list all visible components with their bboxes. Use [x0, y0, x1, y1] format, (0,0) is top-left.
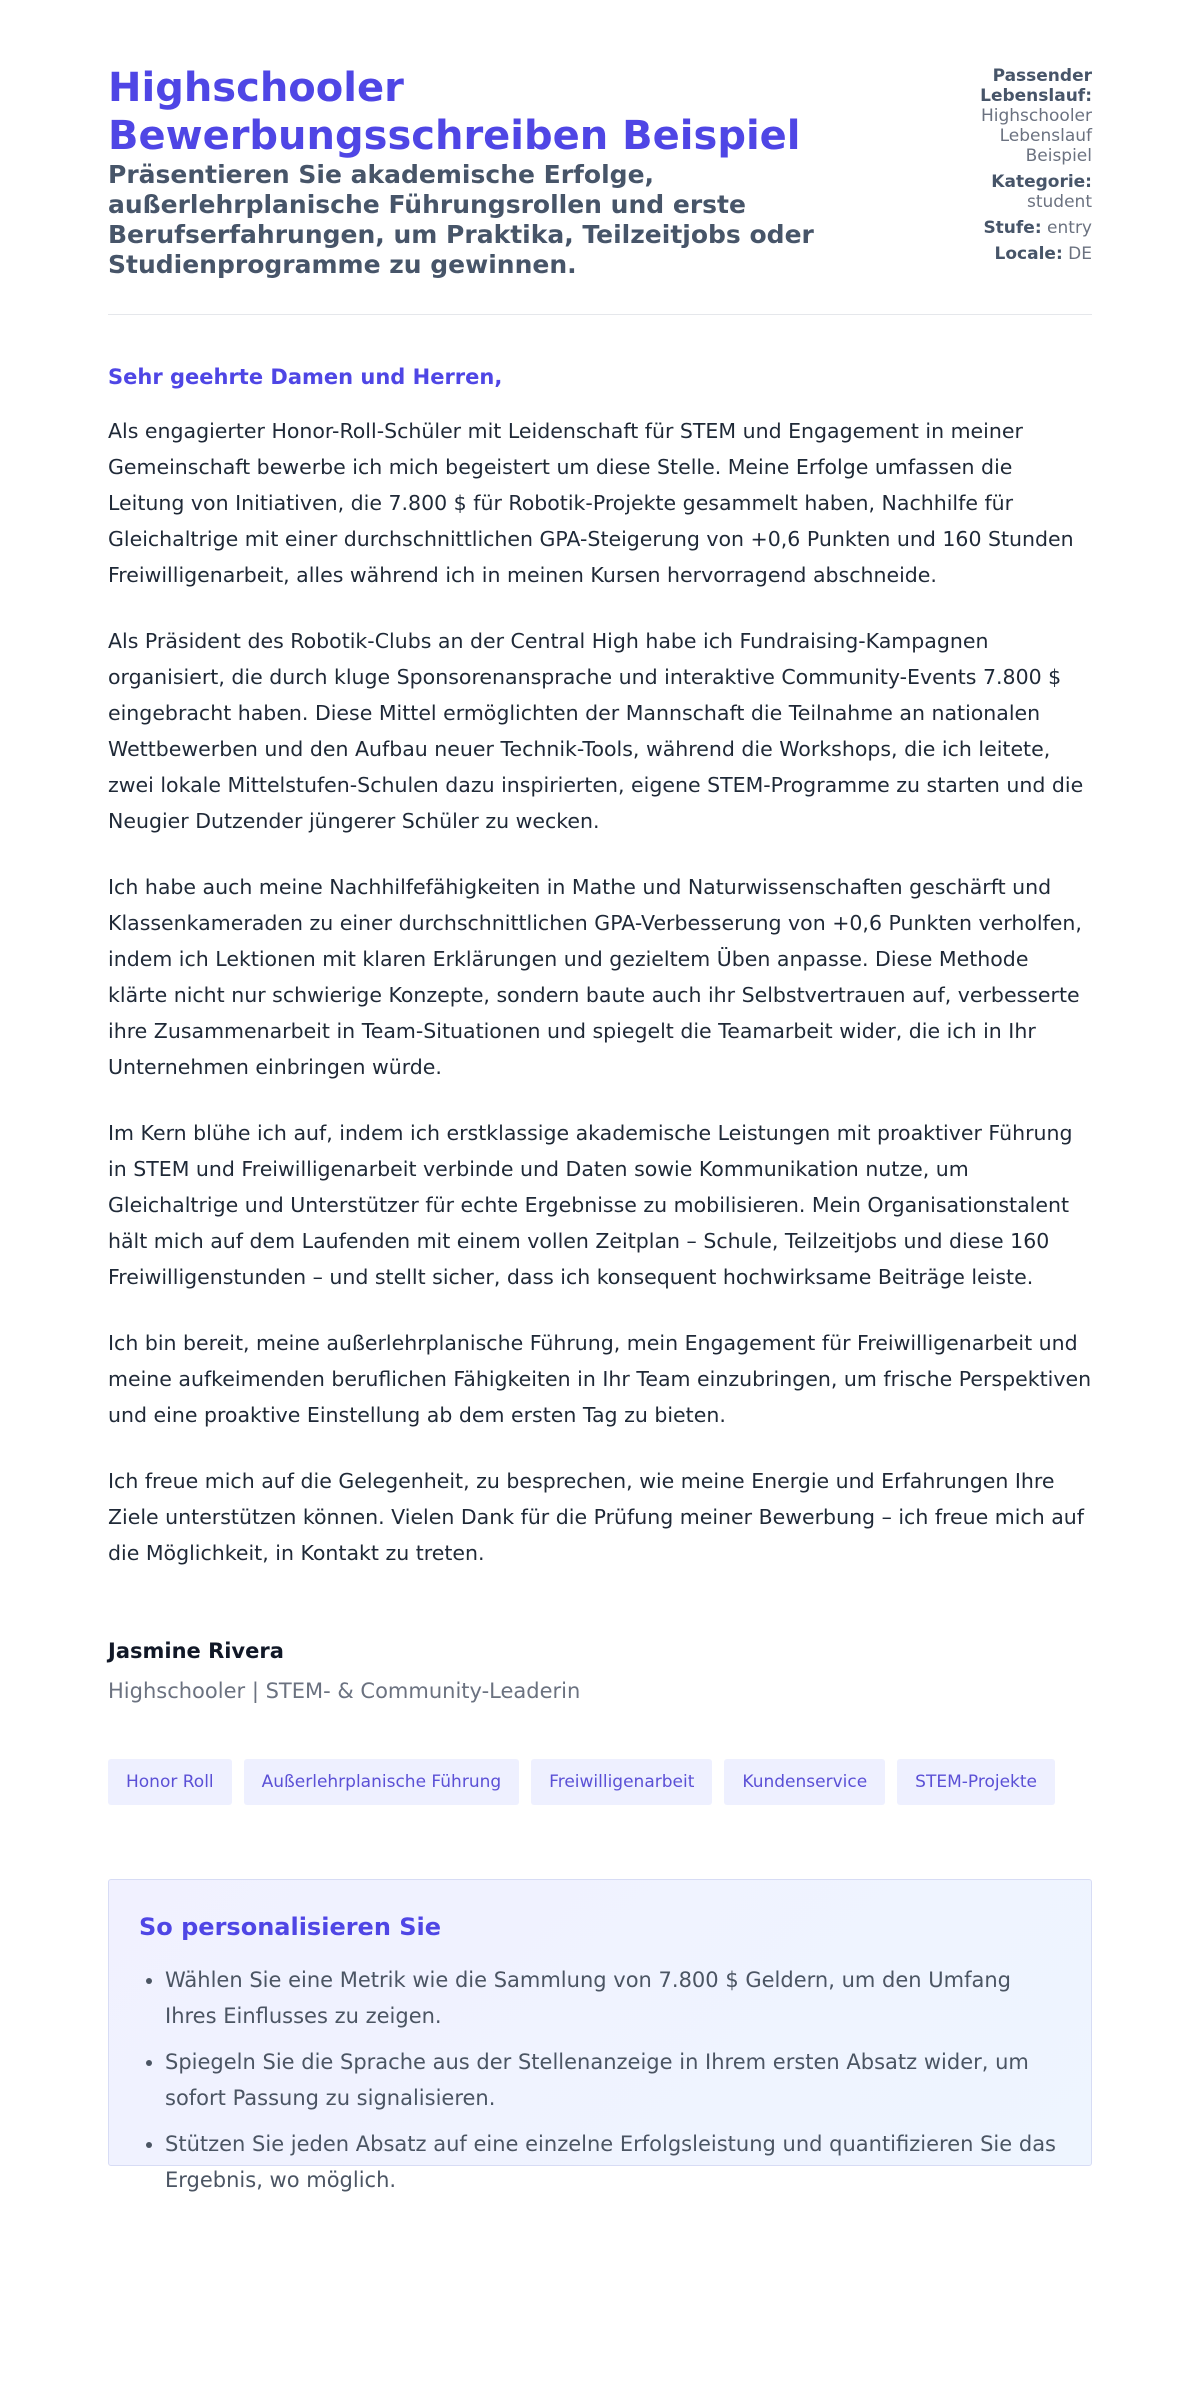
tip-item: • Spiegeln Sie die Sprache aus der Stellenanzeige in Ihrem ersten Absatz wider, um sofort Passung zu signalisieren. [165, 2044, 1061, 2116]
letter-paragraph: Im Kern blühe ich auf, indem ich erstklassige akademische Leistungen mit proaktiver Führung in STEM und Freiwilligenarbeit verbinde und Daten sowie Kommunikation nutze, um Gleichaltrige und Unterstützer für echte Ergebnisse zu mobilisieren. Mein Organisationstalent hält mich auf dem Laufenden mit einem vollen Zeitplan – Schule, Teilzeitjobs und diese 160 Freiwilligenstunden – und stellt sicher, dass ich konsequent hochwirksame Beiträge leiste. [108, 1121, 1073, 1289]
tag-customer-service[interactable]: Kundenservice [724, 1759, 885, 1805]
meta-panel [932, 66, 1092, 270]
meta-level-label: Stufe: [983, 218, 1042, 238]
letter-greeting: Sehr geehrte Damen und Herren, [108, 365, 503, 389]
letter-paragraph: Ich freue mich auf die Gelegenheit, zu besprechen, wie meine Energie und Erfahrungen Ihre Ziele unterstützen können. Vielen Dank für die Prüfung meiner Bewerbung – ich freue mich auf die Möglichkeit, in Kontakt zu treten. [108, 1469, 1084, 1565]
meta-locale-label: Locale: [994, 244, 1063, 264]
meta-category-value: student [1027, 192, 1092, 212]
tag-stem-projects[interactable]: STEM-Projekte [897, 1759, 1055, 1805]
tips-title: So personalisieren Sie [139, 1913, 442, 1941]
meta-resume-link[interactable]: Highschooler Lebenslauf Beispiel [980, 106, 1092, 166]
meta-locale [932, 244, 1092, 264]
meta-level [932, 218, 1092, 238]
letter-paragraph: Als engagierter Honor-Roll-Schüler mit Leidenschaft für STEM und Engagement in meiner Gemeinschaft bewerbe ich mich begeistert um diese Stelle. Meine Erfolge umfassen die Leitung von Initiativen, die 7.800 $ für Robotik-Projekte gesammelt haben, Nachhilfe für Gleichaltrige mit einer durchschnittlichen GPA-Steigerung von +0,6 Punkten und 160 Stunden Freiwilligenarbeit, alles während ich in meinen Kursen hervorragend abschneide. [108, 419, 1074, 587]
letter-body [108, 363, 1092, 1705]
cover-letter-page [108, 64, 1092, 2192]
meta-level-value: entry [1047, 218, 1092, 238]
meta-resume-label: Passender Lebenslauf: [980, 66, 1092, 106]
meta-locale-value: DE [1068, 244, 1092, 264]
page-subtitle: Präsentieren Sie akademische Erfolge, außerlehrplanische Führungsrollen und erste Berufserfahrungen, um Praktika, Teilzeitjobs oder Studienprogramme zu gewinnen. [108, 160, 814, 279]
page-header [108, 64, 1092, 315]
tip-item: • Wählen Sie eine Metrik wie die Sammlung von 7.800 $ Geldern, um den Umfang Ihres Einflusses zu zeigen. [165, 1962, 1061, 2034]
signer-role: Highschooler | STEM- & Community-Leaderin [108, 1679, 581, 1703]
letter-paragraph: Ich habe auch meine Nachhilfefähigkeiten in Mathe und Naturwissenschaften geschärft und Klassenkameraden zu einer durchschnittlichen GPA-Verbesserung von +0,6 Punkten verholfen, indem ich Lektionen mit klaren Erklärungen und gezieltem Üben anpasse. Diese Methode klärte nicht nur schwierige Konzepte, sondern baute auch ihr Selbstvertrauen auf, verbesserte ihre Zusammenarbeit in Team-Situationen und spiegelt die Teamarbeit wider, die ich in Ihr Unternehmen einbringen würde. [108, 875, 1082, 1079]
meta-category [932, 172, 1092, 212]
page-title: Highschooler Bewerbungsschreiben Beispiel [108, 65, 801, 159]
tag-volunteering[interactable]: Freiwilligenarbeit [531, 1759, 712, 1805]
meta-category-label: Kategorie: [991, 172, 1092, 192]
meta-resume [932, 66, 1092, 166]
letter-paragraph: Ich bin bereit, meine außerlehrplanische Führung, mein Engagement für Freiwilligenarbeit und meine aufkeimenden beruflichen Fähigkeiten in Ihr Team einzubringen, um frische Perspektiven und eine proaktive Einstellung ab dem ersten Tag zu bieten. [108, 1331, 1092, 1427]
signer-name: Jasmine Rivera [108, 1639, 284, 1663]
skill-tags [108, 1759, 1092, 1805]
tips-list [139, 1962, 1061, 2198]
personalize-tips-box [108, 1879, 1092, 2192]
tag-honor-roll[interactable]: Honor Roll [108, 1759, 232, 1805]
tip-item: • Stützen Sie jeden Absatz auf eine einzelne Erfolgsleistung und quantifizieren Sie das Ergebnis, wo möglich. [165, 2126, 1061, 2198]
tag-extracurricular-leadership[interactable]: Außerlehrplanische Führung [244, 1759, 520, 1805]
letter-paragraph: Als Präsident des Robotik-Clubs an der Central High habe ich Fundraising-Kampagnen organisiert, die durch kluge Sponsorenansprache und interaktive Community-Events 7.800 $ eingebracht haben. Diese Mittel ermöglichten der Mannschaft die Teilnahme an nationalen Wettbewerben und den Aufbau neuer Technik-Tools, während die Workshops, die ich leitete, zwei lokale Mittelstufen-Schulen dazu inspirierten, eigene STEM-Programme zu starten und die Neugier Dutzender jüngerer Schüler zu wecken. [108, 629, 1084, 833]
